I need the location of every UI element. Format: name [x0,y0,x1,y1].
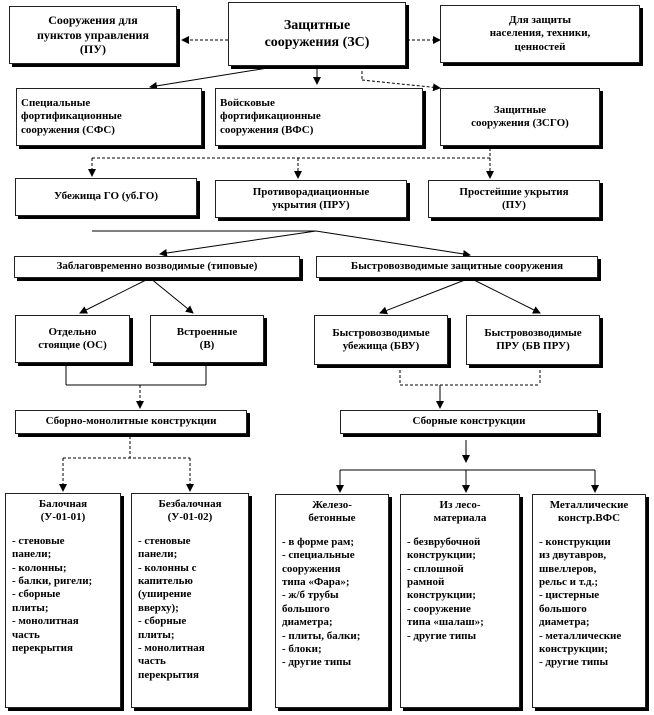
list-item: - сборные плиты; [12,588,61,614]
column-timber [400,494,520,708]
box-prefab-monolithic: Сборно-монолитные конструкции [15,410,247,434]
column-title: Из лесо- материала [433,499,487,525]
list-item: - другие типы [539,656,609,669]
list-item: - монолитная часть перекрытия [138,642,205,681]
box-population-protection: Для защиты населения, техники, ценностей [440,5,640,63]
column-beamless [131,493,249,708]
box-advance-built: Заблаговременно возводимые (типовые) [14,256,300,278]
box-pu-structures: Сооружения для пунктов управления (ПУ) [9,6,177,64]
box-zsgo: Защитные сооружения (ЗСГО) [440,88,600,146]
column-metal [532,494,646,708]
list-item: - блоки; [282,643,322,656]
list-item: - специальные сооружения типа «Фара»; [282,549,355,589]
list-item: - колонны с капителью (уширение вверху); [138,561,197,614]
column-beam [5,493,121,708]
list-item: - безврубочной конструкции; [407,535,481,562]
box-sfs: Специальные фортификационные сооружения (СФС) [16,88,202,146]
column-title: Железо- бетонные [308,499,356,525]
list-item: - другие типы [282,656,352,669]
list-item: - металлические конструкции; [539,629,622,656]
box-bvu: Быстровозводимые убежища (БВУ) [314,315,448,365]
column-title: Балочная (У-01-01) [38,498,88,524]
list-item: - стеновые панели; [12,534,65,561]
box-simple-shelters: Простейшие укрытия (ПУ) [428,180,600,218]
box-vfs: Войсковые фортификационные сооружения (ВФС) [215,88,423,146]
list-item: - сплошной рамной конструкции; [407,562,476,602]
box-pru: Противорадиационные укрытия (ПРУ) [215,180,407,218]
box-fast-built: Быстровозводимые защитные сооружения [316,256,598,278]
column-reinforced-concrete [275,494,389,708]
column-title: Металлические констр.ВФС [549,499,629,525]
list-item: - сооружение типа «шалаш»; [407,602,484,629]
list-item: - монолитная часть перекрытия [12,615,79,655]
column-title: Безбалочная (У-01-02) [158,498,222,524]
box-built-in: Встроенные (В) [150,315,264,363]
box-shelter-go: Убежища ГО (уб.ГО) [15,178,197,216]
list-item: - ж/б трубы большого диаметра; [282,589,339,629]
box-bvpru: Быстровозводимые ПРУ (БВ ПРУ) [466,315,600,365]
list-item: - балки, ригели; [12,575,93,588]
list-item: - в форме рам; [282,535,355,548]
box-standalone-os: Отдельно стоящие (ОС) [15,315,130,363]
box-prefab: Сборные конструкции [340,410,598,434]
list-item: - цистерные большого диаметра; [539,589,600,629]
list-item: - сборные плиты; [138,615,187,641]
list-item: - колонны; [12,561,67,574]
list-item: - стеновые панели; [138,534,191,561]
list-item: - конструкции из двутавров, швеллеров, рельс и т.д.; [539,535,611,589]
list-item: - плиты, балки; [282,629,361,642]
list-item: - другие типы [407,629,477,642]
box-protective-structures: Защитные сооружения (ЗС) [228,2,406,66]
